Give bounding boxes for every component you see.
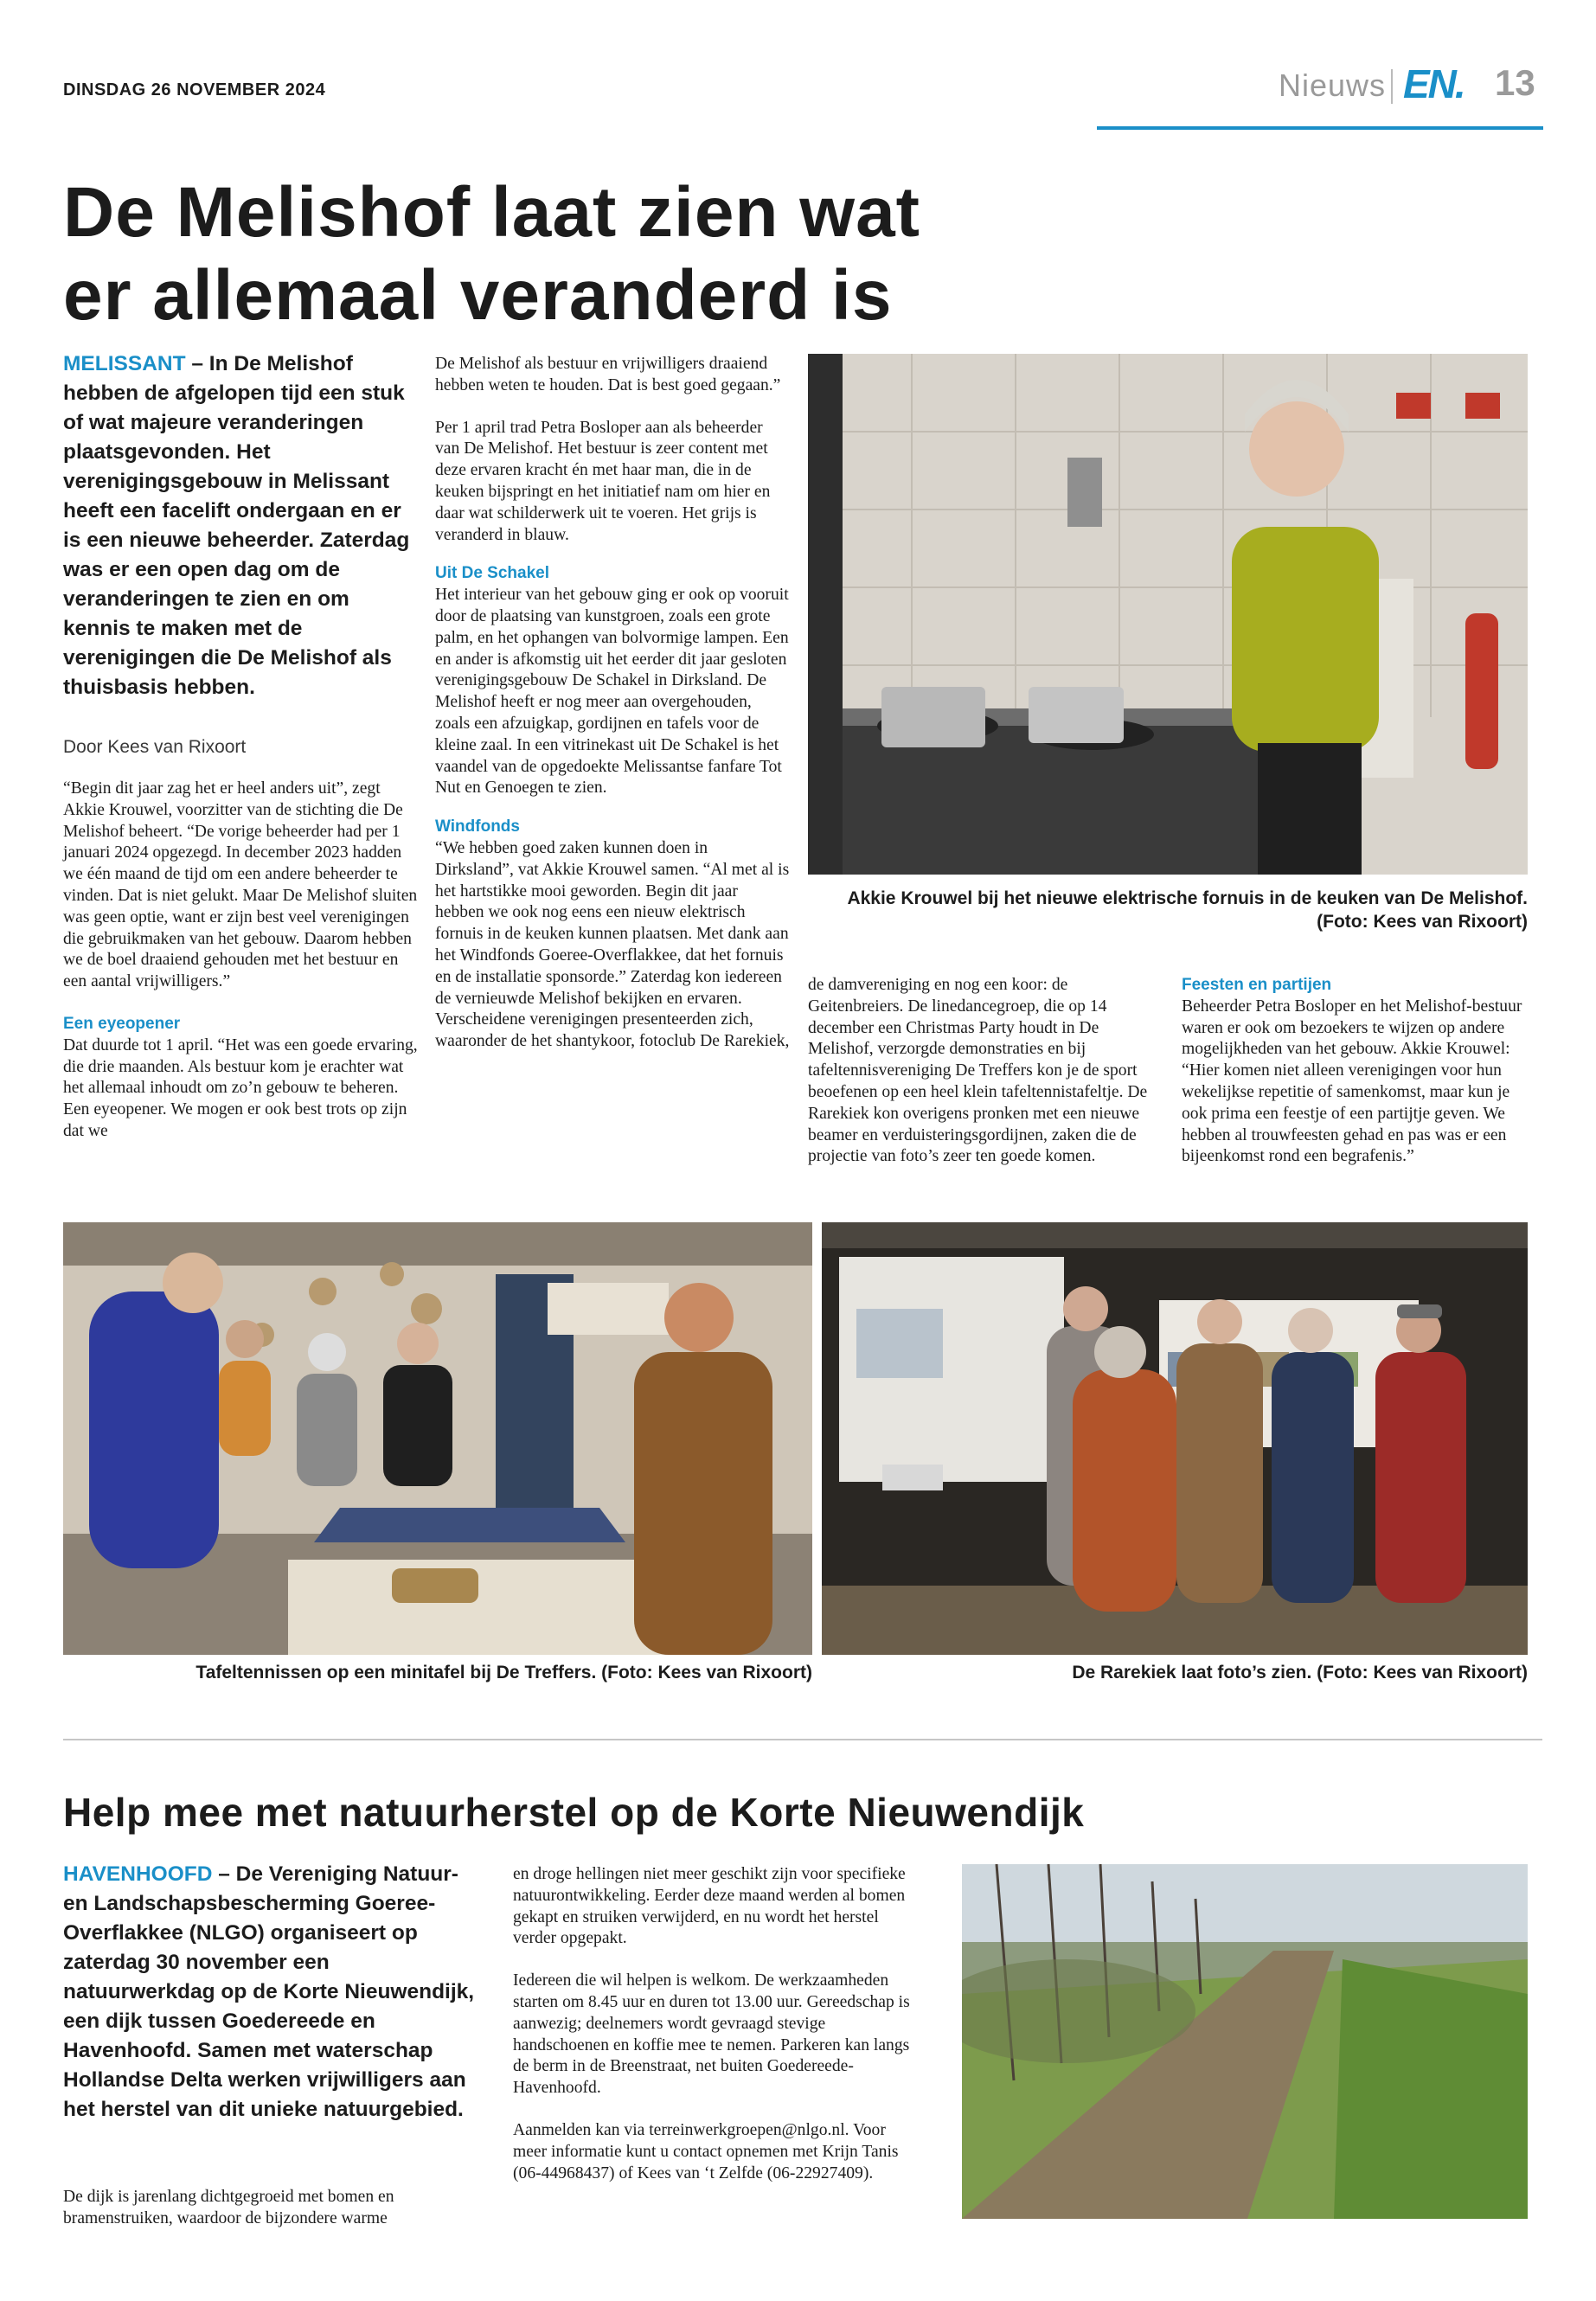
dateline-location: HAVENHOOFD bbox=[63, 1862, 213, 1886]
body-paragraph: “Begin dit jaar zag het er heel anders uit”, zegt Akkie Krouwel, voorzitter van de stichting die De Melishof beheert. “De vorige beheerder had per 1 januari 2024 opgezegd. In december 2023 hadden we één maand de tijd om een andere beheerder te vinden. Dat is niet gelukt. Maar De Melishof sluiten was geen optie, want er zijn best veel verenigingen die gebruikmaken van het gebouw. Daarom hebben we de boel draaiend gehouden met het bestuur en een aantal vrijwilligers.” bbox=[63, 779, 418, 991]
newspaper-logo: EN. bbox=[1403, 61, 1465, 106]
tabletennis-photo bbox=[63, 1222, 812, 1655]
subheading-uit-de-schakel: Uit De Schakel bbox=[435, 564, 549, 583]
body-paragraph: Beheerder Petra Bosloper en het Melishof-bestuur waren er ook om bezoekers te wijzen op andere mogelijkheden van het gebouw. Akkie Krouwel: “Hier komen niet alleen verenigingen voor hun wekelijkse repetitie of samenkomst, maar kun je ook prima een feestje of een partijtje geven. We hebben al trouwfeesten gehad en pas was er een bijeenkomst rond een begrafenis.” bbox=[1182, 997, 1522, 1166]
subheading-feesten: Feesten en partijen bbox=[1182, 976, 1332, 994]
article-divider bbox=[63, 1739, 1542, 1740]
article2-column-1 bbox=[63, 2187, 487, 2251]
body-paragraph: De Melishof als bestuur en vrijwilligers draaiend hebben weten te houden. Dat is best goed gegaan.” bbox=[435, 355, 781, 394]
article-column-3 bbox=[808, 975, 1163, 1189]
body-paragraph: Dat duurde tot 1 april. “Het was een goede ervaring, die drie maanden. Als bestuur kom je erachter wat het allemaal inhoudt om zo’n gebouw te beheren. Een eyeopener. We mogen er ook best trots op zijn dat we bbox=[63, 1035, 418, 1140]
section-label: Nieuws bbox=[1279, 67, 1387, 103]
lead-text: – De Vereniging Natuur- en Landschapsbescherming Goeree-Overflakkee (NLGO) organiseert op zaterdag 30 november een natuurwerkdag op de Korte Nieuwendijk, een dijk tussen Goedereede en Havenhoofd. Samen met waterschap Hollandse Delta werken vrijwilligers aan het herstel van dit unieke natuurgebied. bbox=[63, 1862, 475, 2121]
article-column-1 bbox=[63, 779, 418, 1163]
article-lead bbox=[63, 349, 418, 702]
dike-photo bbox=[962, 1864, 1528, 2219]
subheading-eyeopener: Een eyeopener bbox=[63, 1014, 181, 1033]
page-number: 13 bbox=[1495, 62, 1535, 103]
byline: Door Kees van Rixoort bbox=[63, 737, 247, 757]
article2-headline: Help mee met natuurherstel op de Korte Nieuwendijk bbox=[63, 1790, 1085, 1835]
kitchen-photo bbox=[808, 354, 1528, 875]
article-column-4 bbox=[1182, 975, 1536, 1189]
subheading-windfonds: Windfonds bbox=[435, 817, 520, 836]
headline-line-2: er allemaal veranderd is bbox=[63, 256, 893, 335]
article-column-2 bbox=[435, 354, 790, 1074]
header-rule bbox=[1097, 126, 1543, 130]
body-paragraph: Het interieur van het gebouw ging er ook op vooruit door de plaatsing van kunstgroen, zoals een grote palm, en het ophangen van bolvormige lampen. Een en ander is afkomstig uit het eerder dit jaar gesloten verenigingsgebouw De Schakel in Dirksland. De Melishof heeft er nog meer aan overgehouden, zoals een afzuigkap, gordijnen en tafels voor de kleine zaal. In een vitrinekast uit De Schakel is het vaandel van de opgedoekte Melissantse fanfare Tot Nut en Genoegen te zien. bbox=[435, 586, 789, 798]
article2-column-2 bbox=[513, 1864, 920, 2205]
kitchen-photo-caption bbox=[808, 887, 1528, 933]
rarekiek-photo-caption: De Rarekiek laat foto’s zien. (Foto: Kees van Rixoort) bbox=[1072, 1663, 1528, 1682]
article2-lead bbox=[63, 1860, 487, 2125]
caption-line-1: Akkie Krouwel bij het nieuwe elektrische fornuis in de keuken van De Melishof. bbox=[847, 888, 1528, 908]
headline-line-1: De Melishof laat zien wat bbox=[63, 173, 920, 252]
header-separator bbox=[1391, 69, 1393, 104]
body-paragraph: Iedereen die wil helpen is welkom. De werkzaamheden starten om 8.45 uur en duren tot 13.00 uur. Gereedschap is aanwezig; deelnemers wordt gevraagd stevige handschoenen en koffie mee te nemen. Parkeren kan langs de berm in de Breenstraat, net buiten Goedereede-Havenhoofd. bbox=[513, 1971, 910, 2098]
edition-date: DINSDAG 26 NOVEMBER 2024 bbox=[63, 80, 326, 99]
rarekiek-photo bbox=[822, 1222, 1528, 1655]
body-paragraph: en droge hellingen niet meer geschikt zijn voor specifieke natuurontwikkeling. Eerder deze maand werden al bomen gekapt en struiken verwijderd, en nu wordt het herstel verder opgepakt. bbox=[513, 1865, 906, 1948]
caption-line-2: (Foto: Kees van Rixoort) bbox=[1317, 912, 1528, 932]
tabletennis-photo-caption: Tafeltennissen op een minitafel bij De Treffers. (Foto: Kees van Rixoort) bbox=[195, 1663, 812, 1682]
body-paragraph: de damvereniging en nog een koor: de Geitenbreiers. De linedancegroep, die op 14 december een Christmas Party houdt in De Melishof, verzorgde demonstraties en bij tafeltennisvereniging De Treffers kon je de sport beoefenen op een heel klein tafeltennistafeltje. De Rarekiek kon overigens pronken met een nieuwe beamer en verduisteringsgordijnen, zaken die de projectie van foto’s zeer ten goede komen. bbox=[808, 976, 1148, 1166]
body-paragraph: “We hebben goed zaken kunnen doen in Dirksland”, vat Akkie Krouwel samen. “Al met al is het hartstikke mooi geworden. Begin dit jaar hebben we ook nog eens een nieuw elektrisch fornuis in de keuken kunnen plaatsen. Met dank aan het Windfonds Goeree-Overflakkee, dat het fornuis en de installatie sponsorde.” Zaterdag kon iedereen de vernieuwde Melishof bekijken en ervaren. Verscheidene verenigingen presenteerden zich, waaronder de het shantykoor, fotoclub De Rarekiek, bbox=[435, 838, 790, 1051]
dateline-location: MELISSANT bbox=[63, 352, 186, 375]
body-paragraph: Per 1 april trad Petra Bosloper aan als beheerder van De Melishof. Het bestuur is zeer content met deze ervaren kracht én met haar man, die in de keuken bijspringt en het initiatief nam om hier en daar wat schilderwerk uit te voeren. Het grijs is veranderd in blauw. bbox=[435, 418, 771, 544]
article-headline bbox=[63, 171, 1015, 337]
lead-text: – In De Melishof hebben de afgelopen tijd een stuk of wat majeure veranderingen plaatsgevonden. Het verenigingsgebouw in Melissant heeft een facelift ondergaan en er is een nieuwe beheerder. Zaterdag was er een open dag om de veranderingen te zien en om kennis te maken met de verenigingen die De Melishof als thuisbasis hebben. bbox=[63, 352, 410, 699]
body-paragraph: De dijk is jarenlang dichtgegroeid met bomen en bramenstruiken, waardoor de bijzondere warme bbox=[63, 2188, 394, 2227]
body-paragraph: Aanmelden kan via terreinwerkgroepen@nlgo.nl. Voor meer informatie kunt u contact opnemen met Krijn Tanis (06-44968437) of Kees van ‘t Zelfde (06-22927409). bbox=[513, 2120, 899, 2182]
